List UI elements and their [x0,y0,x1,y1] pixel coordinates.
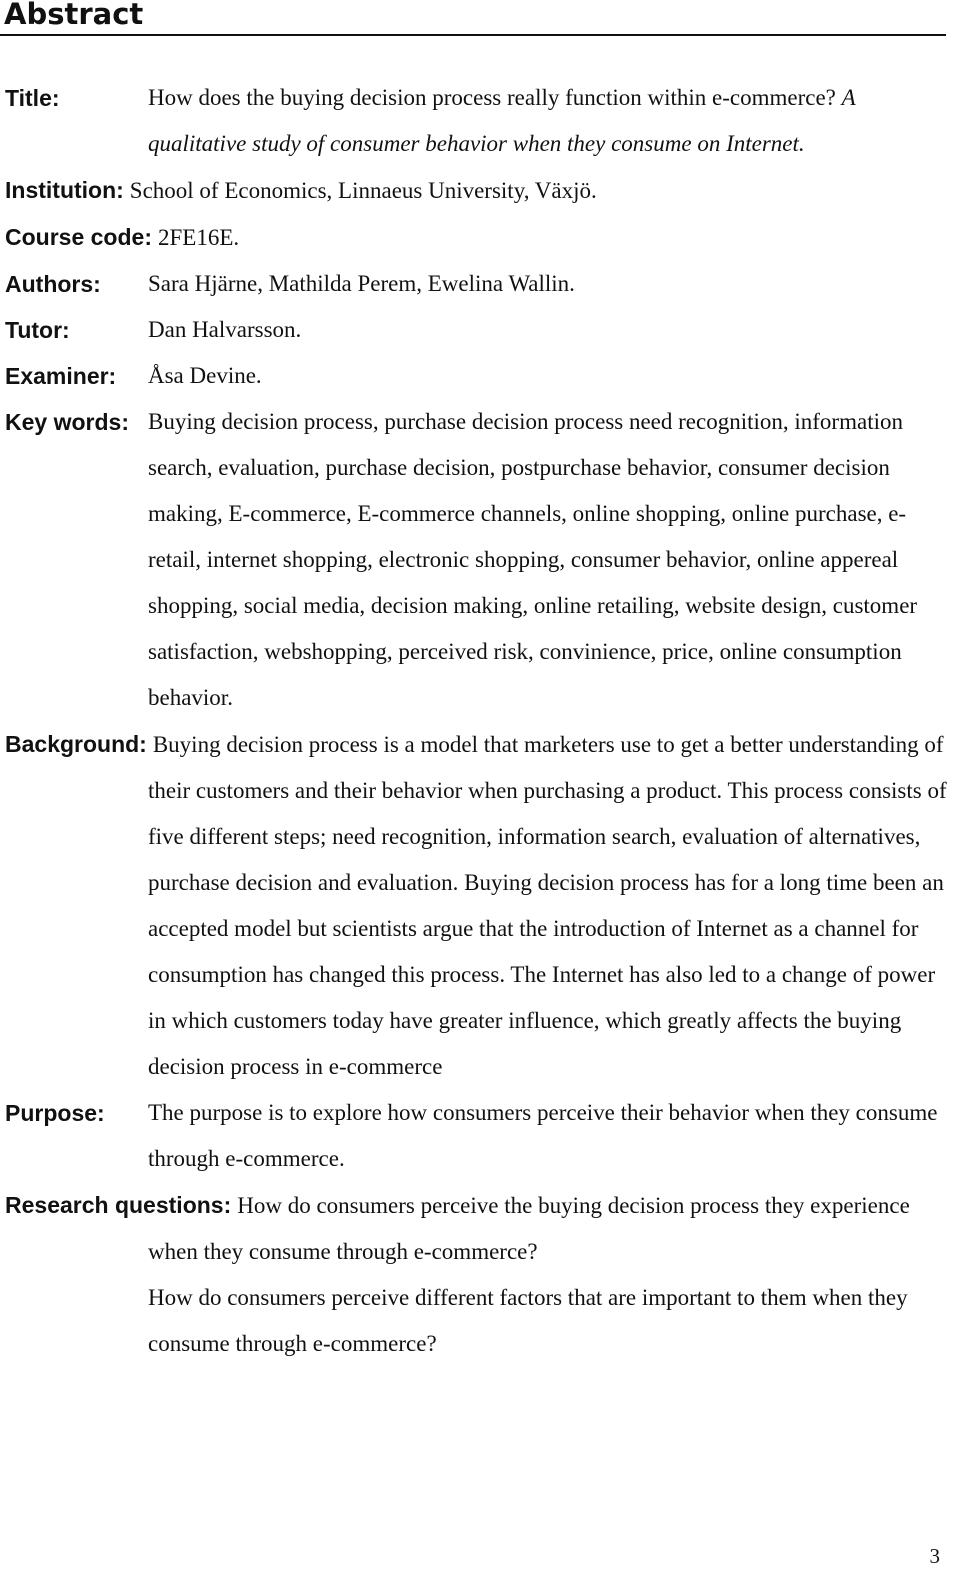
institution-row [5,167,950,214]
purpose-row [5,1090,950,1182]
subtitle-value: A qualitative study of consumer behavior when they consume on Internet. [148,85,856,156]
research-questions-row [5,1182,950,1367]
title-label: Title: [5,85,60,111]
authors-label: Authors: [5,271,101,297]
author-name: Ewelina Wallin. [427,271,575,296]
abstract-body [5,75,950,1367]
background-value: Buying decision process is a model that marketers use to get a better understanding of their customers and their behavior when purchasing a product. This process consists of five different steps; need recognition, information search, evaluation of alternatives, purchase decision and evaluation. Buying decision process has for a long time been an accepted model but scientists argue that the introduction of Internet as a channel for consumption has changed this process. The Internet has also led to a change of power in which customers today have greater influence, which greatly affects the buying decision process in e-commerce [148,732,947,1079]
title-row [5,75,950,167]
tutor-row [5,307,950,353]
research-questions-label: Research questions: [5,1192,232,1218]
heading-rule [0,34,946,36]
title-value: How does the buying decision process really function within e-commerce? [148,85,836,110]
institution-value: School of Economics, Linnaeus University, Växjö. [129,178,597,203]
page-number: 3 [929,1544,940,1568]
author-name: Mathilda Perem, [268,271,422,296]
purpose-value: The purpose is to explore how consumers perceive their behavior when they consume through e-commerce. [148,1100,938,1171]
examiner-row [5,353,950,399]
keywords-row [5,399,950,721]
author-name: Sara Hjärne, [148,271,263,296]
course-label: Course code: [5,224,152,250]
background-row [5,721,950,1090]
keywords-value: Buying decision process, purchase decision process need recognition, information search, evaluation, purchase decision, postpurchase behavior, consumer decision making, E-commerce, E-commerce channels, online shopping, online purchase, e-retail, internet shopping, electronic shopping, consumer behavior, online appereal shopping, social media, decision making, online retailing, website design, customer satisfaction, webshopping, perceived risk, convinience, price, online consumption behavior. [148,409,918,710]
tutor-value: Dan Halvarsson. [148,317,302,342]
examiner-value: Åsa Devine. [148,363,262,388]
research-question-2: How do consumers perceive different factors that are important to them when they consume through e-commerce? [148,1285,908,1356]
research-question-1: How do consumers perceive the buying decision process they experience when they consume through e-commerce? [148,1193,910,1264]
authors-row [5,261,950,307]
course-value: 2FE16E. [157,225,240,250]
institution-label: Institution: [5,177,124,203]
background-label: Background: [5,731,147,757]
page-heading: Abstract [4,0,144,31]
tutor-label: Tutor: [5,317,70,343]
keywords-label: Key words: [5,409,129,435]
examiner-label: Examiner: [5,363,117,389]
purpose-label: Purpose: [5,1100,105,1126]
course-row [5,214,950,261]
